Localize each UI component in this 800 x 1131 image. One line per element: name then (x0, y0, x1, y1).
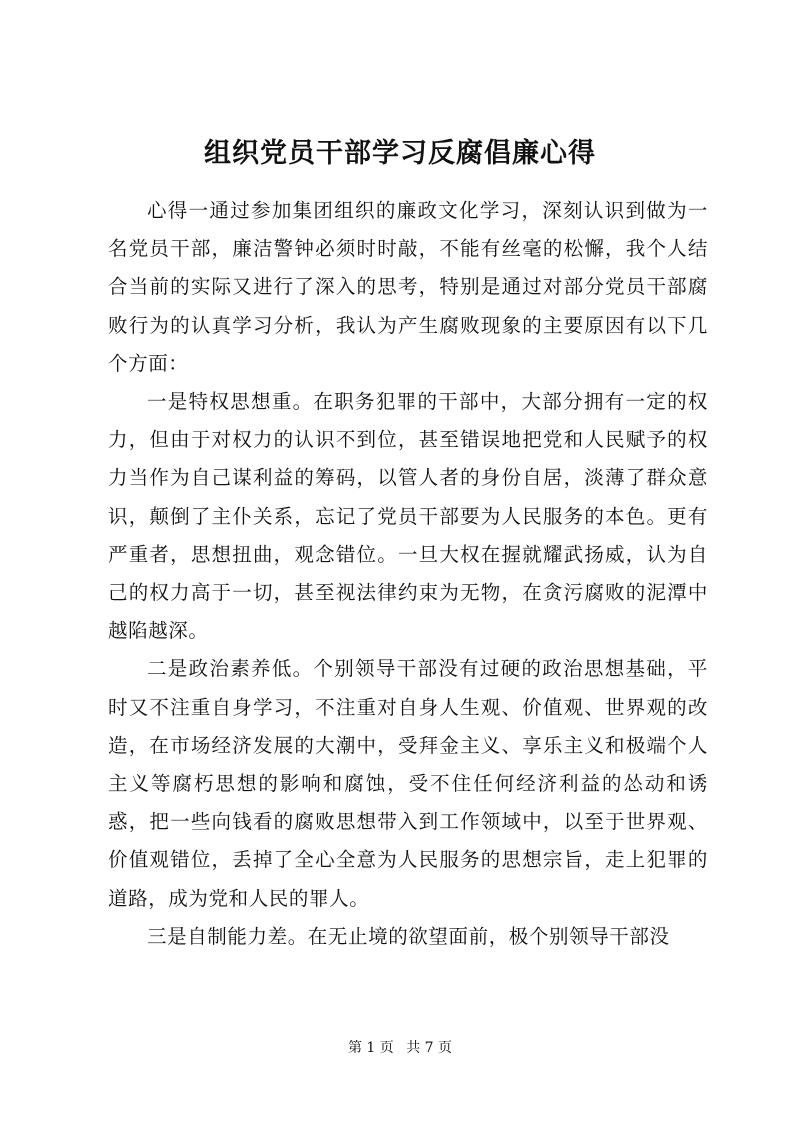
page-footer (0, 1038, 800, 1058)
paragraph-intro: 心得一通过参加集团组织的廉政文化学习，深刻认识到做为一名党员干部，廉洁警钟必须时时敲，不能有丝毫的松懈，我个人结合当前的实际又进行了深入的思考，特别是通过对部分党员干部腐败行为的认真学习分析，我认为产生腐败现象的主要原因有以下几个方面： (108, 199, 708, 375)
paragraph-point-two: 二是政治素养低。个别领导干部没有过硬的政治思想基础，平时又不注重自身学习，不注重对自身人生观、价值观、世界观的改造，在市场经济发展的大潮中，受拜金主义、享乐主义和极端个人主义等腐朽思想的影响和腐蚀，受不住任何经济利益的怂动和诱惑，把一些向钱看的腐败思想带入到工作领域中，以至于世界观、价值观错位，丢掉了全心全意为人民服务的思想宗旨，走上犯罪的道路，成为党和人民的罪人。 (108, 657, 708, 910)
document-body (108, 192, 708, 956)
paragraph-point-one: 一是特权思想重。在职务犯罪的干部中，大部分拥有一定的权力，但由于对权力的认识不到位，甚至错误地把党和人民赋予的权力当作为自己谋利益的筹码，以管人者的身份自居，淡薄了群众意识，颠倒了主仆关系，忘记了党员干部要为人民服务的本色。更有严重者，思想扭曲，观念错位。一旦大权在握就耀武扬威，认为自己的权力高于一切，甚至视法律约束为无物，在贪污腐败的泥潭中越陷越深。 (108, 390, 708, 643)
page-total: 共 7 页 (406, 1040, 453, 1056)
document-title: 组织党员干部学习反腐倡廉心得 (204, 138, 596, 169)
paragraph-point-three: 三是自制能力差。在无止境的欲望面前，极个别领导干部没 (147, 924, 670, 948)
page-number: 第 1 页 (347, 1040, 394, 1056)
